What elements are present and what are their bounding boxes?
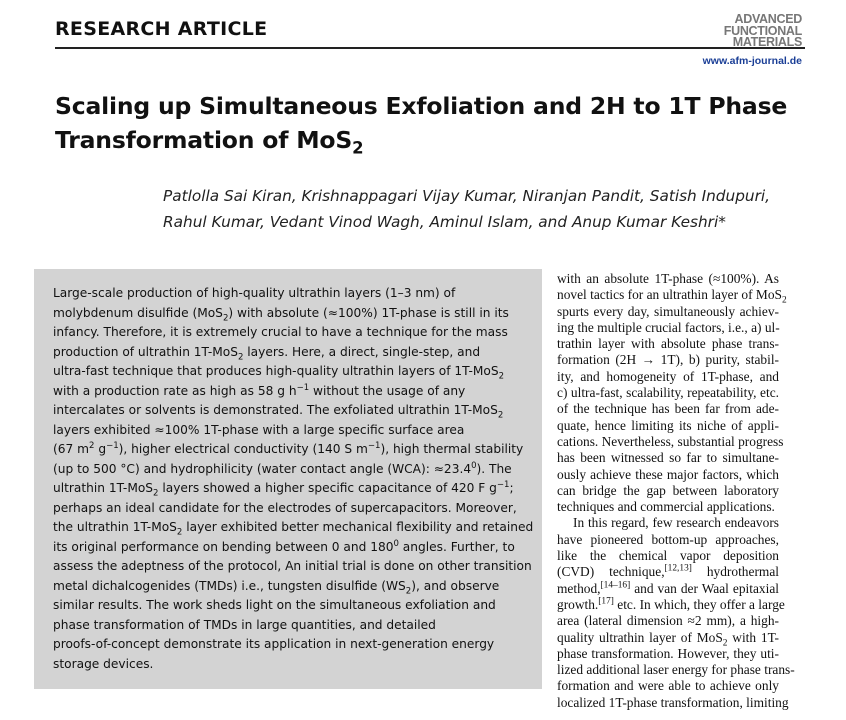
abstract-line: phase transformation of TMDs in large quantities, and detailed: [53, 617, 436, 632]
abstract-line: layers exhibited ≈100% 1T-phase with a large specific surface area: [53, 422, 465, 437]
body-line: ing the multiple crucial factors, i.e., a) ul-: [557, 319, 780, 335]
body-line: growth.[17] etc. In which, they offer a large: [557, 596, 785, 612]
body-line: with an absolute 1T-phase (≈100%). As: [557, 271, 779, 286]
body-line: trathin layer with absolute phase trans-: [557, 336, 779, 352]
abstract-line: metal dichalcogenides (TMDs) i.e., tungsten disulfide $(WS_2)$, and observe: [53, 578, 500, 596]
body-line: (CVD) technique,[12,13] hydrothermal: [557, 563, 779, 580]
body-line: localized 1T-phase transformation, limiting: [557, 694, 789, 710]
body-line: techniques and commercial applications.: [557, 499, 775, 515]
abstract-line: (up to 500 °C) and hydrophilicity (water contact angle (WCA): $\approx 23.4^0$). The: [53, 460, 512, 476]
abstract-line: perhaps an ideal candidate for the electrodes of supercapacitors. Moreover,: [53, 500, 517, 515]
body-line: have pioneered bottom-up approaches,: [557, 531, 779, 547]
abstract: [53, 284, 533, 674]
body-line: like the chemical vapor deposition: [557, 548, 779, 564]
header-divider: [55, 47, 805, 49]
journal-logo-line: MATERIALS: [732, 35, 802, 49]
body-column: [557, 271, 795, 711]
journal-logo: [724, 14, 802, 49]
abstract-line: the ultrathin 1T-MoS$_2$ layer exhibited better mechanical flexibility and retained: [53, 520, 534, 538]
title-line: Transformation of MoS$_2$: [55, 126, 364, 158]
journal-logo-line: FUNCTIONAL: [723, 23, 802, 38]
abstract-line: intercalates or solvents is demonstrated. The exfoliated ultrathin 1T-MoS$_2$: [53, 403, 504, 421]
abstract-line: proofs-of-concept demonstrate its application in next-generation energy: [53, 637, 495, 651]
abstract-line: infancy. Therefore, it is extremely crucial to have a technique for the mass: [53, 325, 508, 339]
abstract-line: molybdenum disulfide (MoS$_2$) with absolute (≈100%) 1T-phase is still in its: [53, 305, 509, 323]
body-line: quate, hence limiting its niche of appli-: [557, 417, 779, 433]
body-line: can bridge the gap between laboratory: [557, 482, 779, 498]
body-line: of the technique has been far from ade-: [557, 401, 779, 417]
abstract-line: (67 $m^2$ $g^{-1}$), higher electrical conductivity (140 S $m^{-1}$), high thermal stability: [53, 440, 524, 456]
body-line: ity, and homogeneity of 1T-phase, and: [557, 368, 779, 384]
journal-url-link[interactable]: www.afm-journal.de: [702, 55, 802, 67]
abstract-line: Large-scale production of high-quality ultrathin layers (1–3 nm) of: [53, 286, 456, 300]
body-line: cations. Nevertheless, substantial progress: [557, 433, 784, 449]
body-line: quality ultrathin layer of MoS$_2$ with 1T-: [557, 629, 780, 649]
abstract-line: storage devices.: [53, 656, 154, 671]
abstract-line: production of ultrathin 1T-MoS$_2$ layers. Here, a direct, single-step, and: [53, 344, 481, 362]
body-line: formation (2H → 1T), b) purity, stabil-: [557, 352, 779, 368]
journal-logo-line: ADVANCED: [734, 12, 802, 26]
body-line: area (lateral dimension ≈2 mm), a high-: [557, 613, 779, 629]
body-line: ously achieve these major factors, which: [557, 466, 779, 482]
body-line: In this regard, few research endeavors: [573, 515, 779, 531]
abstract-line: assess the adeptness of the protocol, An initial trial is done on other transition: [53, 559, 532, 573]
abstract-line: similar results. The work sheds light on the simultaneous exfoliation and: [53, 598, 496, 612]
abstract-line: its original performance on bending between 0 and $180^0$ angles. Further, to: [53, 538, 515, 554]
body-line: spurts every day, simultaneously achiev-: [557, 303, 779, 319]
abstract-line: ultra-fast technique that produces high-quality ultrathin layers of 1T-MoS$_2$: [53, 364, 505, 382]
body-line: c) ultra-fast, scalability, repeatability, etc.: [557, 385, 779, 401]
abstract-line: ultrathin 1T-MoS$_2$ layers showed a higher specific capacitance of 420 F $g^{-1}$;: [53, 479, 514, 499]
body-line: lized additional laser energy for phase trans-: [557, 662, 795, 678]
abstract-line: with a production rate as high as 58 g $h^{-1}$ without the usage of any: [53, 382, 466, 398]
section-label: RESEARCH ARTICLE: [55, 18, 268, 40]
body-line: novel tactics for an ultrathin layer of MoS$_2$: [557, 287, 787, 306]
body-line: phase transformation. However, they uti-: [557, 645, 779, 661]
article-title: [55, 89, 815, 157]
title-line: Scaling up Simultaneous Exfoliation and 2H to 1T Phase: [55, 92, 788, 120]
author-line: Rahul Kumar, Vedant Vinod Wagh, Aminul Islam, and Anup Kumar Keshri*: [163, 213, 726, 231]
body-line: has been witnessed so far to simultane-: [557, 450, 779, 466]
body-line: method,[14–16] and van der Waal epitaxial: [557, 580, 779, 596]
author-list: [163, 183, 823, 235]
author-line: Patlolla Sai Kiran, Krishnappagari Vijay Kumar, Niranjan Pandit, Satish Indupuri,: [163, 187, 771, 205]
body-line: formation and were able to achieve only: [557, 678, 779, 694]
